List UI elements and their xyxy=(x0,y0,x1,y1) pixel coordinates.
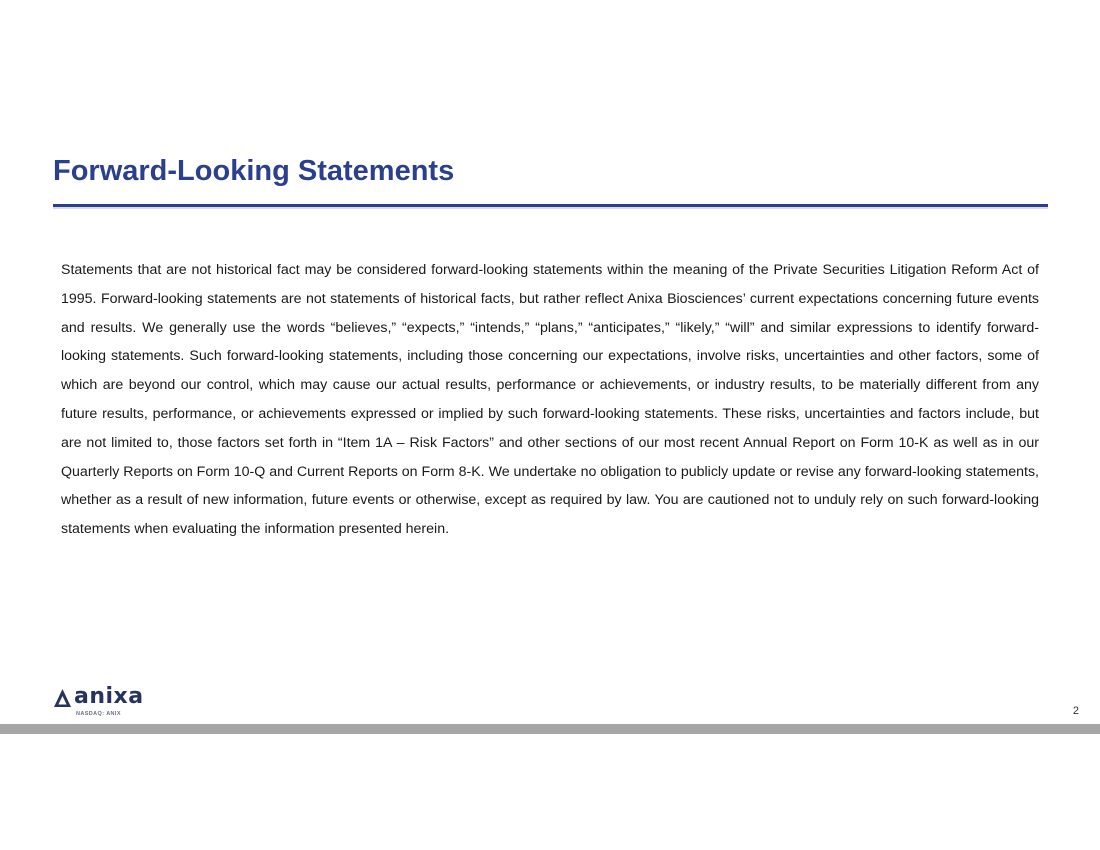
logo-wordmark: anixa xyxy=(74,684,144,709)
disclaimer-paragraph: Statements that are not historical fact may be considered forward-looking statements within the meaning of the Private Securities Litigation Reform Act of 1995. Forward-looking statements are not statements of historical facts, but rather reflect Anixa Biosciences’ current expectations concerning future events and results. We generally use the words “believes,” “expects,” “intends,” “plans,” “anticipates,” “likely,” “will” and similar expressions to identify forward-looking statements. Such forward-looking statements, including those concerning our expectations, involve risks, uncertainties and other factors, some of which are beyond our control, which may cause our actual results, performance or achievements, or industry results, to be materially different from any future results, performance, or achievements expressed or implied by such forward-looking statements. These risks, uncertainties and factors include, but are not limited to, those factors set forth in “Item 1A – Risk Factors” and other sections of our most recent Annual Report on Form 10-K as well as in our Quarterly Reports on Form 10-Q and Current Reports on Form 8-K. We undertake no obligation to publicly update or revise any forward-looking statements, whether as a result of new information, future events or otherwise, except as required by law. You are cautioned not to unduly rely on such forward-looking statements when evaluating the information presented herein. xyxy=(61,262,1039,538)
page-number: 2 xyxy=(1072,705,1079,717)
company-logo xyxy=(54,686,154,720)
page-title: Forward-Looking Statements xyxy=(53,155,455,187)
anixa-triangle-mark-icon xyxy=(54,689,71,707)
footer-bar xyxy=(0,724,1100,734)
logo-ticker: NASDAQ: ANIX xyxy=(76,711,121,717)
title-divider-shadow xyxy=(53,207,1048,209)
